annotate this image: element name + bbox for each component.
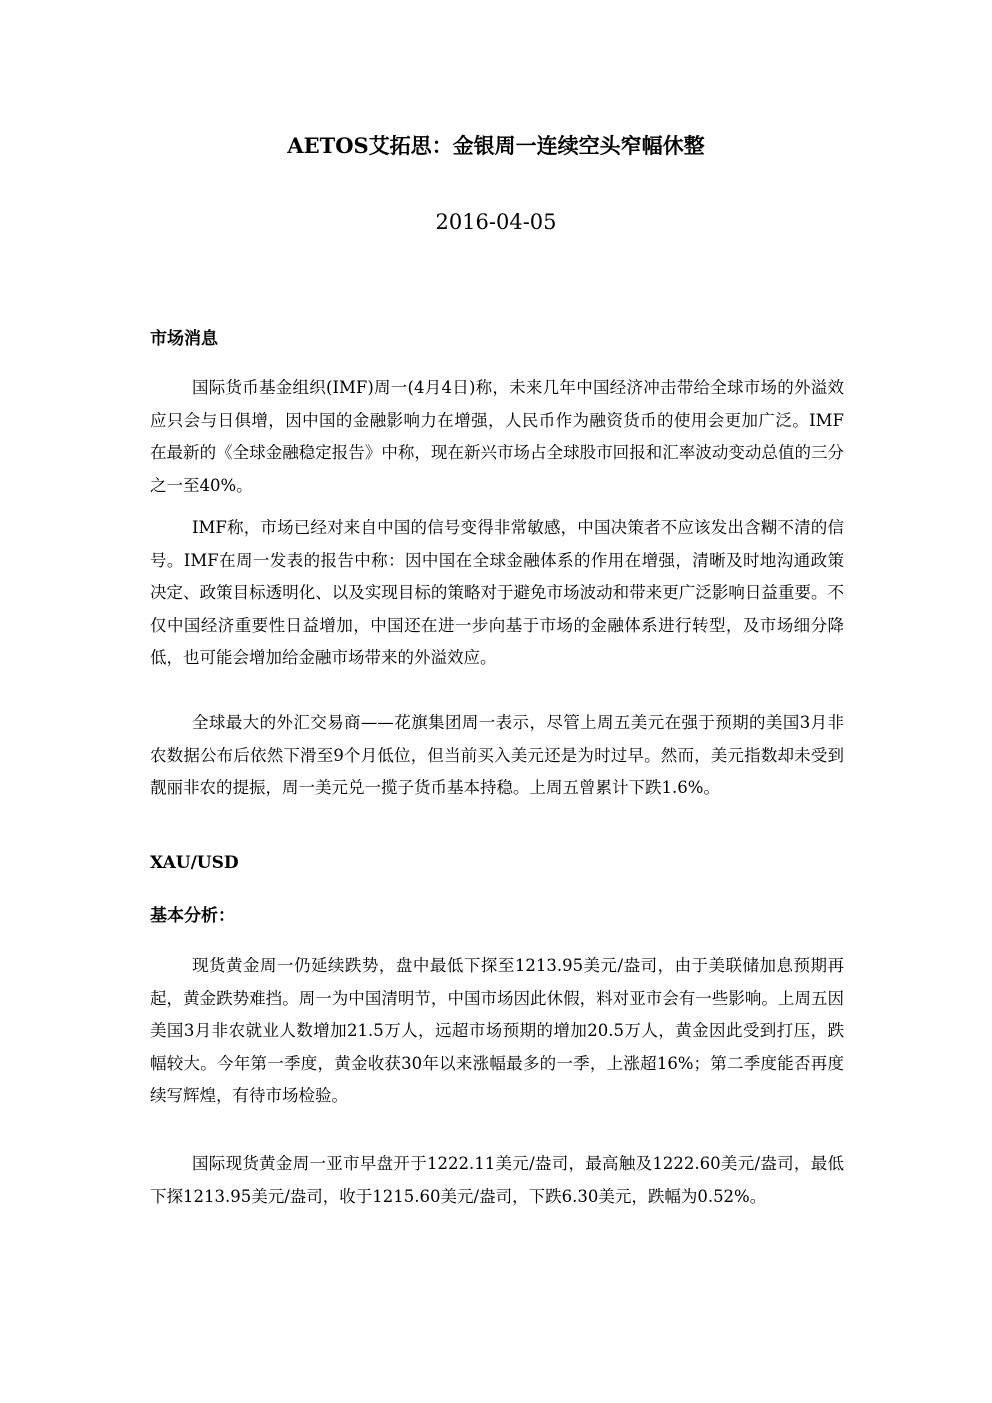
paragraph: 国际现货黄金周一亚市早盘开于1222.11美元/盎司，最高触及1222.60美元/盎司，最低下探1213.95美元/盎司，收于1215.60美元/盎司，下跌6.30美元，跌幅为0.52%。 — [150, 1154, 844, 1206]
document-date: 2016-04-05 — [435, 210, 557, 234]
paragraph: 国际货币基金组织(IMF)周一(4月4日)称，未来几年中国经济冲击带给全球市场的外溢效应只会与日俱增，因中国的金融影响力在增强，人民币作为融资货币的使用会更加广泛。IMF在最新的《全球金融稳定报告》中称，现在新兴市场占全球股市回报和汇率波动变动总值的三分之一至40%。 — [150, 378, 844, 495]
section-heading-fundamental: 基本分析： — [150, 906, 235, 926]
document-title: AETOS艾拓思：金银周一连续空头窄幅休整 — [287, 133, 705, 158]
section-heading-market-news: 市场消息 — [150, 329, 218, 349]
paragraph: 现货黄金周一仍延续跌势，盘中最低下探至1213.95美元/盎司，由于美联储加息预期再起，黄金跌势难挡。周一为中国清明节，中国市场因此休假，料对亚市会有一些影响。上周五因美国3月非农就业人数增加21.5万人，远超市场预期的增加20.5万人，黄金因此受到打压，跌幅较大。今年第一季度，黄金收获30年以来涨幅最多的一季，上涨超16%；第二季度能否再度续写辉煌，有待市场检验。 — [150, 956, 844, 1105]
section-heading-xau-usd: XAU/USD — [150, 853, 239, 873]
paragraph: 全球最大的外汇交易商——花旗集团周一表示，尽管上周五美元在强于预期的美国3月非农数据公布后依然下滑至9个月低位，但当前买入美元还是为时过早。然而，美元指数却未受到靓丽非农的提振，周一美元兑一揽子货币基本持稳。上周五曾累计下跌1.6%。 — [150, 713, 844, 797]
paragraph: IMF称，市场已经对来自中国的信号变得非常敏感，中国决策者不应该发出含糊不清的信号。IMF在周一发表的报告中称：因中国在全球金融体系的作用在增强，清晰及时地沟通政策决定、政策目标透明化、以及实现目标的策略对于避免市场波动和带来更广泛影响日益重要。不仅中国经济重要性日益增加，中国还在进一步向基于市场的金融体系进行转型，及市场细分降低，也可能会增加给金融市场带来的外溢效应。 — [150, 518, 844, 667]
